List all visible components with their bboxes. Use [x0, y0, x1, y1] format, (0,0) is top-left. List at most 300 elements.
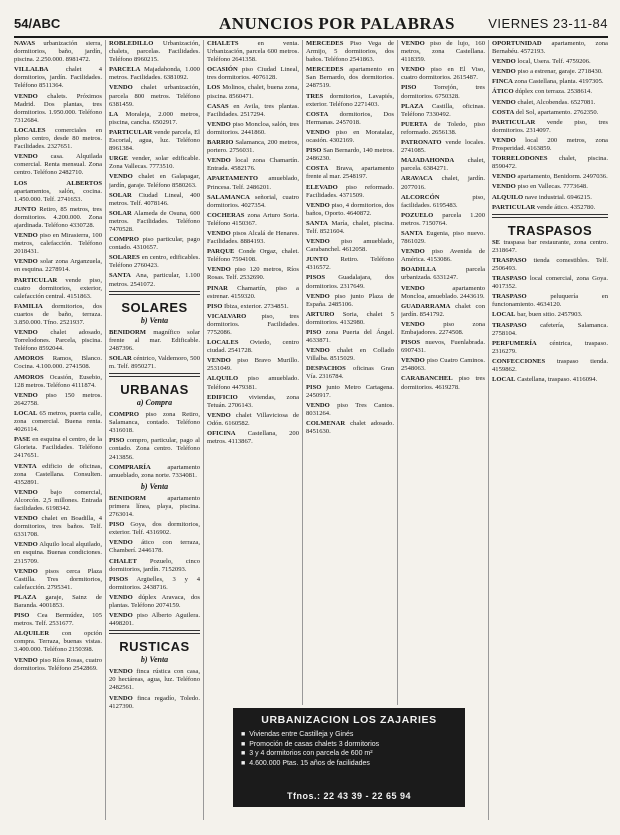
classified-ad: [14, 329, 102, 353]
ad-text: vende ático. 4352780.: [536, 203, 596, 211]
ad-text: Castilla, oficinas. Teléfono 7330492.: [401, 102, 485, 118]
classified-ad: [306, 365, 394, 381]
ad-text: chalet en Boadilla, 4 dormitorios, tres baños. Telf. 6331708.: [14, 515, 102, 539]
advert-line-text: Viviendas entre Castilleja y Ginés: [249, 731, 354, 738]
classified-ad: [207, 394, 299, 410]
classified-ad: [306, 129, 394, 145]
page-date: VIERNES 23-11-84: [488, 16, 608, 31]
classified-ad: [492, 78, 608, 86]
ad-text: apartamento, Benidorm. 2497036.: [517, 173, 608, 181]
classifieds-column-4: [306, 40, 394, 705]
ad-lead-word: VENDO: [401, 320, 425, 328]
ad-text: vende locales. 2741085.: [401, 139, 485, 155]
ad-lead-word: PUERTA: [401, 120, 428, 128]
ad-lead-word: VENDO: [109, 539, 133, 547]
section-heading-urbanas: URBANAS: [120, 382, 189, 398]
classified-ad: [14, 489, 102, 513]
classified-ad: [14, 355, 102, 371]
section-heading-traspasos: TRASPASOS: [507, 222, 593, 238]
ad-text: Castellana, traspaso. 4116094.: [517, 376, 598, 384]
ad-text: Cea Bermúdez, 105 metros. Telf. 2531677.: [14, 612, 102, 628]
classified-ad: [207, 357, 299, 373]
ad-lead-word: VENDO: [306, 292, 330, 300]
classified-ad: [401, 357, 485, 373]
ad-lead-word: PISOS: [306, 274, 326, 282]
classified-ad: [14, 568, 102, 592]
ad-text: local, Usera. Telf. 4759206.: [517, 58, 591, 66]
ad-text: Ramos, Blanco. Cocina. 4.100.000. 2741508.: [14, 355, 102, 371]
ad-lead-word: VENDO: [492, 183, 516, 191]
ad-text: bar, buen sitio. 2457903.: [517, 311, 583, 319]
ad-lead-word: VENDO: [207, 157, 231, 165]
ad-text: Molinos, chalet, buena zona, piscina. 8560471.: [207, 84, 299, 100]
classified-ad: [109, 437, 200, 461]
ad-text: pisos Alcalá de Henares. Facilidades. 8884193.: [207, 229, 299, 246]
classified-ad: [207, 339, 299, 355]
classified-ad: [401, 321, 485, 337]
ad-text: vende piso, tres dormitorios. 2314097.: [492, 118, 608, 134]
classified-ad: [401, 230, 485, 246]
ad-lead-word: VENTA: [14, 462, 37, 470]
ad-text: apartamentos, salón, cocina. 1.450.000. Telf. 2741653.: [14, 187, 102, 203]
ad-text: céntrico, Valdemoro, 500 m. Telf. 8950271.: [109, 354, 200, 370]
section-heading-rusticas: RUSTICAS: [119, 639, 190, 655]
ad-text: apartamento Moncloa, amueblado. 2443619.: [401, 284, 485, 300]
classified-ad: [492, 58, 608, 66]
classifieds-column-3: [207, 40, 299, 705]
section-subheading: a) Compra: [136, 398, 173, 408]
ad-lead-word: PARTICULAR: [109, 128, 153, 136]
ad-text: dormitorios, dos cuartos de baño, terraza. 3.850.000. Tfno. 2521937.: [14, 302, 102, 326]
classified-ad: [109, 464, 200, 480]
classified-ad: [14, 66, 102, 90]
classified-ad: [492, 293, 608, 309]
bullet-icon: ■: [241, 750, 246, 757]
ad-text: Chamartín, piso a estrenar. 4159320.: [207, 284, 299, 300]
classified-ad: [14, 657, 102, 673]
ad-lead-word: VENDO: [401, 40, 425, 47]
classified-ad: [492, 340, 608, 356]
ad-text: chalet adosado, Torrelodones. Parcela, piscina. Teléfono 8592044.: [14, 329, 102, 353]
ad-text: tienda comestibles. Telf. 2506493.: [492, 256, 608, 272]
classifieds-column-1: [14, 40, 102, 820]
classified-ad: [109, 521, 200, 537]
ad-text: garaje, Sainz de Baranda. 4001853.: [14, 593, 102, 609]
ad-lead-word: LOS ALBERTOS: [14, 179, 102, 187]
ad-text: chalet, parcela. 6384271.: [401, 157, 485, 173]
ad-lead-word: VENDO: [14, 92, 38, 100]
ad-lead-word: VENDO: [401, 284, 425, 292]
ad-lead-word: COSTA: [306, 165, 329, 173]
classified-ad: [207, 175, 299, 191]
ad-lead-word: VENDO: [109, 612, 133, 620]
classified-ad: [306, 274, 394, 290]
ad-text: bajo comercial, Alcorcón. 2,5 millones. Entrada facilidades. 6198342.: [14, 488, 102, 512]
classified-ad: [109, 539, 200, 555]
ad-text: piso en El Viso, cuatro dormitorios. 2615487.: [401, 66, 485, 82]
classified-ad: [207, 285, 299, 301]
ad-text: Conde Orgaz, chalet. Teléfono 7594108.: [207, 248, 299, 264]
ad-lead-word: VENDO: [306, 201, 330, 209]
ad-text: viviendas, zona Tetuán. 2706143.: [207, 393, 299, 409]
ad-lead-word: VENDO: [306, 401, 330, 409]
ad-lead-word: BENIDORM: [109, 328, 146, 336]
advert-line: [241, 749, 457, 759]
advert-line-text: 3 y 4 dormitorios con parcela de 600 m²: [249, 750, 373, 757]
classified-ad: [492, 173, 608, 181]
classified-ad: [14, 153, 102, 177]
bullet-icon: ■: [241, 740, 246, 748]
ad-lead-word: PISO: [109, 437, 125, 445]
advert-phone: Tfnos.: 22 43 39 - 22 65 94: [286, 791, 412, 801]
classified-ad: [401, 248, 485, 264]
ad-lead-word: PISO: [306, 329, 322, 336]
ad-text: Brava, apartamento frente al mar. 2548197.: [306, 165, 394, 181]
classified-ad: [109, 612, 200, 628]
classifieds-column-2: [109, 40, 200, 820]
classified-ad: [401, 285, 485, 301]
ad-text: piso, 4 dormitorios, dos baños, Oporto. 4640872.: [306, 201, 394, 217]
ad-lead-word: SOLAR: [109, 354, 132, 362]
ad-lead-word: URGE: [109, 155, 129, 163]
ad-text: dúplex Aravaca, dos plantas. Teléfono 2074159.: [109, 593, 200, 609]
ad-lead-word: LOS: [207, 84, 221, 92]
ad-lead-word: LA: [109, 110, 119, 118]
classified-ad: [401, 175, 485, 191]
ad-lead-word: PATRONATO: [401, 139, 442, 147]
ad-lead-word: GUADARRAMA: [401, 302, 451, 310]
ad-text: chalet Villaviciosa de Odón. 6160582.: [207, 411, 299, 427]
ad-lead-word: VENDO: [492, 173, 516, 181]
ad-lead-word: VENDO: [207, 229, 231, 237]
ad-text: apartamento, zona Bernabéu. 4572193.: [492, 40, 608, 56]
ad-lead-word: TRASPASO: [492, 293, 527, 301]
ad-lead-word: COMPRARÍA: [109, 463, 151, 471]
classified-ad: [492, 322, 608, 338]
ad-text: en centro, edificables. Teléfono 2760423.: [109, 254, 200, 270]
ad-lead-word: VENDO: [109, 593, 133, 601]
ad-lead-word: BARRIO: [207, 139, 234, 147]
ad-text: piso en Mirasierra, 100 metros, calefacción. Teléfono 2018431.: [14, 232, 102, 256]
classified-ad: [207, 303, 299, 311]
ad-text: traspaso tienda. 4159862.: [492, 357, 608, 373]
ad-text: piso en Moratalaz, ocasión. 4302169.: [306, 128, 394, 145]
classified-ad: [401, 375, 485, 391]
ad-lead-word: PARCELA: [109, 66, 141, 74]
ad-text: Alameda de Osuna, 600 metros. Facilidades. Teléfono 7470528.: [109, 209, 200, 233]
ad-lead-word: SALAMANCA: [207, 193, 250, 201]
ad-lead-word: SANTA: [109, 272, 131, 280]
classified-ad: [207, 430, 299, 446]
ad-text: compro, particular, pago al contado. Zona centro. Teléfono 2413856.: [109, 437, 200, 461]
classified-ad: [492, 275, 608, 291]
ad-lead-word: ELEVADO: [306, 183, 338, 191]
page-header: [14, 14, 608, 38]
ad-lead-word: PISO: [401, 84, 417, 92]
ad-text: Ocasión, Eusebio, 128 metros. Teléfono 4111874.: [14, 373, 102, 389]
classified-ad: [109, 210, 200, 234]
ad-text: chalet urbanización, parcela 800 metros. Teléfono 6381459.: [109, 84, 200, 108]
ad-lead-word: CHALETS: [207, 40, 239, 47]
classified-ad: [401, 212, 485, 228]
classified-ad: [306, 256, 394, 272]
ad-lead-word: VICALVARO: [207, 312, 247, 320]
ad-text: dormitorios, Lavapiés, exterior. Teléfono 2271403.: [306, 92, 394, 108]
ad-text: piso a estrenar, garaje. 2718430.: [517, 68, 603, 76]
ad-text: chalet en Galapagar, jardín, garaje. Teléfono 8580263.: [109, 173, 200, 189]
classified-ad: [207, 121, 299, 137]
classified-ad: [306, 40, 394, 64]
classified-ad: [401, 303, 485, 319]
ad-lead-word: PISO: [109, 521, 125, 529]
classified-ad: [306, 347, 394, 363]
classified-ad: [14, 206, 102, 230]
ad-text: chalet adosado. 8451630.: [306, 419, 394, 436]
classified-ad: [492, 358, 608, 374]
classified-ad: [207, 84, 299, 100]
ad-text: Majadahonda, 1.000 metros. Facilidades. 6381092.: [109, 66, 200, 82]
advert-line-text: Promoción de casas chalets 3 dormitorios: [249, 740, 380, 748]
ad-lead-word: NAVAS: [14, 40, 36, 47]
column-divider: [488, 40, 489, 820]
ad-lead-word: PARTICULAR: [492, 118, 536, 126]
ad-lead-word: TRASPASO: [492, 275, 527, 283]
ad-text: Guadalajara, dos dormitorios. 2317649.: [306, 274, 394, 290]
ad-text: Ana, particular, 1.100 metros. 2541072.: [109, 272, 200, 288]
ad-lead-word: ALCORCÓN: [401, 193, 440, 201]
ad-text: piso tres dormitorios. 4619278.: [401, 375, 485, 391]
ad-text: piso Avenida de América. 4153086.: [401, 248, 485, 264]
classified-ad: [306, 238, 394, 254]
ad-lead-word: VENDO: [14, 567, 38, 575]
ad-lead-word: FINCA: [492, 78, 513, 86]
ad-text: en Avila, tres plantas. Facilidades. 2517294.: [207, 102, 299, 118]
ad-lead-word: APARTAMENTO: [207, 175, 259, 183]
ad-lead-word: SANTA: [306, 219, 328, 227]
ad-text: piso, tres dormitorios. Facilidades. 7752086.: [207, 312, 299, 336]
classified-ad: [14, 612, 102, 628]
ad-text: piso Ciudad Lineal, tres dormitorios. 4076128.: [207, 66, 299, 82]
classified-ad: [207, 266, 299, 282]
ad-lead-word: JUNTO: [306, 256, 329, 264]
ad-text: apartamento amueblado, zona norte. 7334081.: [109, 463, 200, 479]
ad-lead-word: MAJADAHONDA: [401, 157, 455, 165]
column-divider: [105, 40, 106, 820]
classified-ad: [14, 303, 102, 327]
ad-lead-word: LOCALES: [14, 126, 46, 134]
ad-lead-word: CHALET: [109, 557, 137, 565]
ad-lead-word: PINAR: [207, 284, 228, 292]
section-heading-solares: SOLARES: [121, 299, 188, 315]
ad-text: chalet en Collado Villalba. 8515029.: [306, 347, 394, 363]
ad-text: piso 150 metros. 2642758.: [14, 391, 102, 407]
ad-text: nuevos, Fuenlabrada. 6907431.: [401, 339, 485, 355]
column-divider: [203, 40, 204, 820]
ad-text: zona Puerta del Ángel. 4633871.: [306, 329, 394, 345]
classified-ad: [401, 157, 485, 173]
classified-ad: [109, 495, 200, 519]
ad-text: chalet, piscina. 8590472.: [492, 155, 608, 171]
ad-lead-word: PISOS: [401, 339, 421, 347]
ad-lead-word: VENDO: [207, 266, 231, 274]
ad-lead-word: SOLAR: [109, 191, 132, 199]
classified-ad: [401, 66, 485, 82]
classified-ad: [14, 232, 102, 256]
ad-lead-word: ALQUILER: [14, 630, 50, 638]
ad-lead-word: LOCAL: [14, 409, 38, 417]
classified-ad: [492, 119, 608, 135]
section-subheading: b) Venta: [140, 481, 169, 491]
classified-ad: [306, 384, 394, 400]
classified-ad: [109, 155, 200, 171]
classified-ad: [306, 184, 394, 200]
classified-ad: [492, 137, 608, 153]
ad-text: Argüelles, 3 y 4 dormitorios. 2438716.: [109, 575, 200, 591]
ad-lead-word: PISO: [207, 302, 223, 310]
ad-text: piso en Vallecas. 7773648.: [517, 183, 588, 191]
classified-ad: [306, 293, 394, 309]
classified-ad: [492, 40, 608, 56]
ad-text: dúplex con terraza. 2538614.: [515, 88, 592, 96]
ad-text: zona Arturo Soria. Teléfono 4150367.: [207, 211, 299, 227]
bullet-icon: ■: [241, 759, 246, 767]
classified-ad: [401, 103, 485, 119]
advert-line: [241, 730, 457, 740]
classified-ad: [306, 111, 394, 127]
classified-ad: [109, 84, 200, 108]
ad-text: Retiro. Teléfono 4316572.: [306, 256, 394, 272]
ad-text: finca regadío, Toledo. 4127390.: [109, 694, 200, 710]
ad-lead-word: COCHERAS: [207, 211, 245, 219]
column-divider: [302, 40, 303, 705]
classified-ad: [207, 139, 299, 155]
classified-ad: [492, 376, 608, 384]
classified-ad: [207, 40, 299, 64]
advert-line: [241, 740, 457, 750]
classified-ad: [14, 40, 102, 64]
classified-ad: [207, 230, 299, 246]
classified-ad: [14, 630, 102, 654]
ad-lead-word: SOLAR: [109, 209, 132, 217]
classified-ad: [109, 272, 200, 288]
classified-ad: [207, 375, 299, 391]
classified-ad: [492, 194, 608, 202]
classified-ad: [109, 111, 200, 127]
ad-text: Castellana, 200 metros. 4113867.: [207, 430, 299, 446]
ad-lead-word: PISO: [306, 147, 322, 155]
ad-lead-word: ARAVACA: [401, 175, 433, 183]
ad-lead-word: SANTA: [401, 229, 423, 237]
classified-ad: [109, 173, 200, 189]
classified-ad: [207, 66, 299, 82]
classified-ad: [109, 695, 200, 711]
ad-text: urbanización sierra, dormitorios, baño, jardín, piscina. 2.250.000. 8981472.: [14, 40, 102, 64]
ad-text: Pozuelo, cinco dormitorios, jardín. 7152093.: [109, 557, 200, 573]
ad-text: en venta. Urbanización, parcela 600 metros. Teléfono 2641358.: [207, 40, 299, 64]
ad-text: vender, solar edificable. Zona Vallecas. 7773510.: [109, 155, 200, 171]
ad-text: chalet con jardín. 8541792.: [401, 302, 485, 318]
ad-lead-word: AMOROS: [14, 373, 44, 381]
ad-text: con opción compra. Terraza, buenas vistas. 3.400.000. Teléfono 2150398.: [14, 630, 102, 654]
ad-lead-word: PISOS: [109, 575, 129, 583]
ad-text: chalet, Alcobendas. 6527081.: [517, 98, 596, 106]
ad-text: piso Alberto Aguilera. 4498201.: [109, 612, 200, 628]
ad-lead-word: PLAZA: [401, 102, 424, 110]
ad-lead-word: COSTA: [492, 108, 515, 116]
ad-text: solar zona Arganzuela, en esquina. 2278914.: [14, 258, 102, 274]
classified-ad: [14, 392, 102, 408]
classified-ad: [207, 103, 299, 119]
classified-ad: [109, 129, 200, 153]
ad-lead-word: PISO: [306, 383, 322, 391]
ad-lead-word: COSTA: [306, 110, 329, 118]
ad-text: Salamanca, 200 metros, portero. 2756031.: [207, 139, 299, 155]
ad-lead-word: POZUELO: [401, 211, 434, 219]
classifieds-column-5: [401, 40, 485, 820]
ad-lead-word: CONFECCIONES: [492, 357, 546, 365]
bullet-icon: ■: [241, 731, 246, 738]
classified-ad: [401, 266, 485, 282]
ad-lead-word: JUNTO: [14, 205, 37, 213]
column-divider: [397, 40, 398, 705]
classified-ad: [401, 194, 485, 210]
ad-text: piso zona Embajadores. 2274508.: [401, 320, 485, 336]
ad-text: pisos cerca Plaza Castilla. Tres dormitorios, calefacción. 2795341.: [14, 567, 102, 591]
ad-lead-word: VENDO: [109, 84, 133, 92]
ad-text: Piso Vega de Armijo, 5 dormitorios, dos baños. Teléfono 2541863.: [306, 40, 394, 64]
ad-lead-word: VENDO: [14, 488, 38, 496]
advert-title: URBANIZACION LOS ZAJARIES: [261, 714, 437, 726]
page-title: ANUNCIOS POR PALABRAS: [219, 14, 455, 33]
ad-lead-word: BENIDORM: [109, 494, 146, 502]
ad-text: amueblado, Princesa. Telf. 2486201.: [207, 175, 299, 191]
classified-ad: [207, 248, 299, 264]
ad-text: del Sol, apartamento. 2762350.: [515, 108, 599, 116]
ad-text: señorial, cuatro dormitorios. 4027354.: [207, 193, 299, 209]
classified-ad: [492, 109, 608, 117]
classified-ad: [109, 254, 200, 270]
classified-ad: [14, 258, 102, 274]
classified-ad: [492, 183, 608, 191]
classified-ad: [109, 668, 200, 692]
ad-text: oficinas Gran Vía. 2316784.: [306, 365, 394, 381]
ad-lead-word: OPORTUNIDAD: [492, 40, 542, 47]
ad-lead-word: ROBLEDILLO: [109, 40, 154, 47]
advert-line: [241, 759, 457, 769]
ad-lead-word: FAMILIA: [14, 302, 43, 310]
ad-lead-word: DESPACHOS: [306, 365, 346, 373]
ad-text: en esquina el centro, de la Glorieta. Facilidades. Teléfono 2417651.: [14, 436, 102, 460]
ad-lead-word: TRES: [306, 92, 324, 100]
classified-ad: [14, 277, 102, 301]
ad-lead-word: VENDO: [14, 258, 38, 266]
ad-text: magnífico solar frente al mar. Edificable. 2487396.: [109, 328, 200, 352]
urbanization-advert: [233, 708, 465, 807]
classified-ad: [306, 420, 394, 436]
classified-ad: [492, 311, 608, 319]
classified-ad: [109, 329, 200, 353]
classified-ad: [109, 40, 200, 64]
ad-text: vende piso, cuatro dormitorios, exterior, calefacción central. 4151863.: [14, 276, 102, 300]
section-subheading: b) Venta: [140, 315, 169, 325]
ad-lead-word: VENDO: [492, 68, 516, 76]
ad-lead-word: VENDO: [401, 357, 425, 365]
classified-ad: [492, 99, 608, 107]
ad-lead-word: VENDO: [14, 232, 38, 240]
classified-ad: [109, 576, 200, 592]
ad-lead-word: MERCEDES: [306, 40, 344, 47]
classified-ad: [306, 202, 394, 218]
